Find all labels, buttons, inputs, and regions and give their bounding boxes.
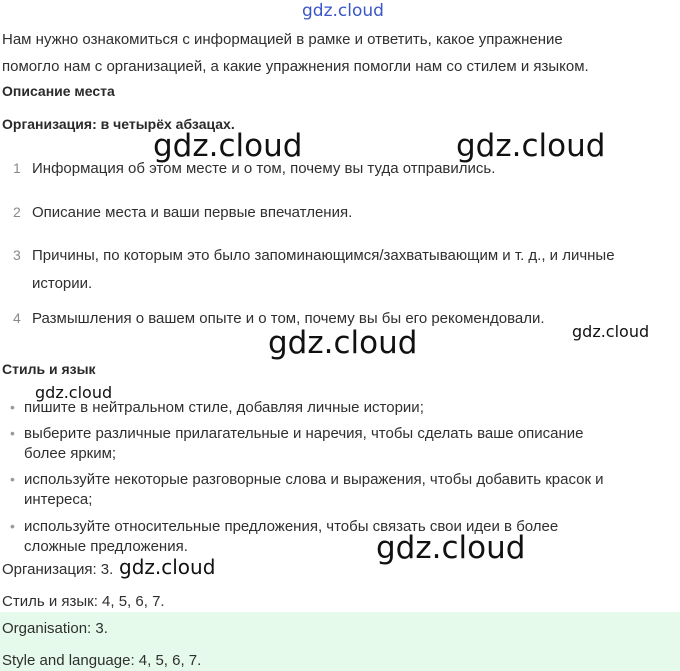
list-item: Описание места и ваши первые впечатления. bbox=[32, 204, 353, 221]
watermark: gdz.cloud bbox=[456, 128, 606, 164]
watermark: gdz.cloud bbox=[376, 530, 526, 566]
bullet-item-continuation: более ярким; bbox=[24, 445, 117, 462]
answer-organisation-en: Organisation: 3. bbox=[2, 620, 108, 637]
organisation-title: Организация: в четырёх абзацах. bbox=[2, 116, 235, 132]
intro-line-1: Нам нужно ознакомиться с информацией в рамке и ответить, какое упражнение bbox=[2, 31, 563, 48]
intro-line-2: помогло нам с организацией, а какие упражнения помогли нам со стилем и языком. bbox=[2, 58, 589, 75]
bullet-icon: • bbox=[10, 425, 15, 441]
answer-style-ru: Стиль и язык: 4, 5, 6, 7. bbox=[2, 593, 165, 610]
bullet-icon: • bbox=[10, 518, 15, 534]
watermark: gdz.cloud bbox=[119, 555, 216, 579]
watermark: gdz.cloud bbox=[35, 383, 113, 402]
bullet-item: пишите в нейтральном стиле, добавляя личные истории; bbox=[24, 399, 424, 416]
watermark: gdz.cloud bbox=[153, 128, 303, 164]
style-title: Стиль и язык bbox=[2, 361, 96, 377]
list-number: 3 bbox=[13, 247, 21, 263]
list-number: 1 bbox=[13, 160, 21, 176]
watermark: gdz.cloud bbox=[268, 325, 418, 361]
list-item: Информация об этом месте и о том, почему вы туда отправились. bbox=[32, 160, 496, 177]
bullet-item: выберите различные прилагательные и наречия, чтобы сделать ваше описание bbox=[24, 425, 584, 442]
list-number: 4 bbox=[13, 310, 21, 326]
bullet-item-continuation: сложные предложения. bbox=[24, 538, 188, 555]
watermark-top: gdz.cloud bbox=[302, 1, 384, 21]
bullet-icon: • bbox=[10, 399, 15, 415]
bullet-item: используйте некоторые разговорные слова и выражения, чтобы добавить красок и bbox=[24, 471, 604, 488]
bullet-item: используйте относительные предложения, чтобы связать свои идеи в более bbox=[24, 518, 559, 535]
list-item: Размышления о вашем опыте и о том, почему вы бы его рекомендовали. bbox=[32, 310, 545, 327]
list-item: Причины, по которым это было запоминающимся/захватывающим и т. д., и личные bbox=[32, 247, 615, 264]
answer-style-en: Style and language: 4, 5, 6, 7. bbox=[2, 652, 202, 669]
section-heading: Описание места bbox=[2, 83, 115, 99]
answer-organisation-ru: Организация: 3. bbox=[2, 561, 114, 578]
list-number: 2 bbox=[13, 204, 21, 220]
watermark: gdz.cloud bbox=[572, 322, 650, 341]
bullet-icon: • bbox=[10, 471, 15, 487]
list-item-continuation: истории. bbox=[32, 275, 93, 292]
bullet-item-continuation: интереса; bbox=[24, 491, 93, 508]
